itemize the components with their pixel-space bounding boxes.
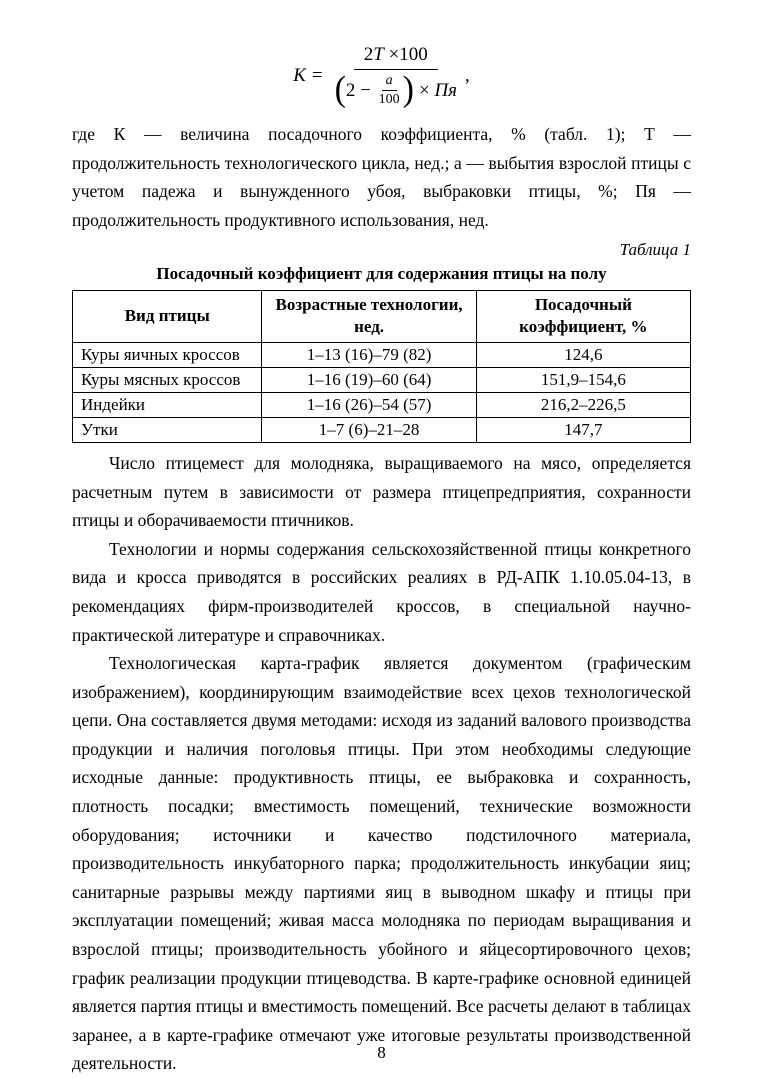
close-paren: ) bbox=[402, 70, 414, 110]
table-cell: Куры яичных кроссов bbox=[73, 342, 262, 367]
table-row bbox=[73, 417, 691, 442]
formula bbox=[72, 44, 691, 108]
table-title: Посадочный коэффициент для содержания птицы на полу bbox=[156, 264, 607, 284]
paragraph: Технологии и нормы содержания сельскохозяйственной птицы конкретного вида и кросса приводятся в российских реалиях в РД-АПК 1.10.05.04-13, в рекомендациях фирм-производителей кроссов, в специальной научно-практической литературе и справочниках. bbox=[72, 538, 691, 645]
formula-den-var: Пя bbox=[434, 79, 457, 101]
table-cell: Индейки bbox=[73, 392, 262, 417]
formula-denominator bbox=[331, 70, 461, 108]
paragraph: Число птицемест для молодняка, выращиваемого на мясо, определяется расчетным путем в зависимости от размера птицепредприятия, сохранности птицы и оборачиваемости птичников. bbox=[72, 452, 691, 531]
table-cell: 124,6 bbox=[476, 342, 690, 367]
table-head bbox=[73, 291, 691, 342]
formula-numerator bbox=[354, 44, 438, 70]
paragraph-formula-legend: где К — величина посадочного коэффициента, % (табл. 1); Т — продолжительность технологического цикла, нед.; а — выбытия взрослой птицы с учетом падежа и вынужденного убоя, выбраковки птицы, %; Пя — продолжительность продуктивного использования, нед. bbox=[72, 124, 691, 230]
table-caption: Таблица 1 bbox=[619, 240, 691, 260]
inner-fraction bbox=[379, 73, 400, 108]
table-cell: 147,7 bbox=[476, 417, 690, 442]
table-cell: 1–16 (19)–60 (64) bbox=[262, 367, 476, 392]
open-paren: ( bbox=[334, 70, 346, 110]
table-cell: 151,9–154,6 bbox=[476, 367, 690, 392]
formula-equals: = bbox=[311, 65, 323, 86]
formula-mult-sign: × bbox=[418, 79, 435, 101]
table-row bbox=[73, 392, 691, 417]
formula-num-rest: ×100 bbox=[383, 44, 428, 65]
table-header-coefficient: Посадочный коэффициент, % bbox=[476, 291, 690, 342]
coefficient-table bbox=[72, 290, 691, 443]
formula-lhs: К bbox=[293, 65, 306, 86]
formula-comma: , bbox=[465, 65, 470, 86]
table-cell: 1–7 (6)–21–28 bbox=[262, 417, 476, 442]
formula-num-coeff: 2 bbox=[363, 44, 374, 65]
table-body bbox=[73, 342, 691, 442]
inner-num: а bbox=[382, 73, 397, 91]
paragraph: Технологическая карта-график является документом (графическим изображением), координирующим взаимодействие всех цехов технологической цепи. Она составляется двумя методами: исходя из заданий валового производства продукции и наличия поголовья птицы. При этом необходимы следующие исходные данные: продуктивность птицы, ее выбраковка и сохранность, плотность посадки; вместимость помещений, технические возможности оборудования; источники и качество подстилочного материала, производительность инкубаторного парка; продолжительность инкубации яиц; санитарные разрывы между партиями яиц в выводном шкафу и птицы при эксплуатации помещений; живая масса молодняка по периодам выращивания и взрослой птицы; производительность убойного и яйцесортировочного цехов; график реализации продукции птицеводства. В карте-графике основной единицей является партия птицы и вместимость помещений. Все расчеты делают в таблицах заранее, а в карте-графике отмечают уже итоговые результаты производственной деятельности. bbox=[72, 653, 691, 1074]
formula-num-var: Т bbox=[373, 44, 384, 65]
table-header-age-tech: Возрастные технологии, нед. bbox=[262, 291, 476, 342]
table-row bbox=[73, 342, 691, 367]
page-number: 8 bbox=[377, 1043, 386, 1062]
inner-den: 100 bbox=[378, 92, 400, 107]
table-header-row bbox=[73, 291, 691, 342]
table-cell: 1–13 (16)–79 (82) bbox=[262, 342, 476, 367]
table-cell: 1–16 (26)–54 (57) bbox=[262, 392, 476, 417]
formula-den-two: 2 − bbox=[345, 79, 376, 101]
table-cell: Утки bbox=[73, 417, 262, 442]
table-header-bird-type: Вид птицы bbox=[73, 291, 262, 342]
table-row bbox=[73, 367, 691, 392]
table-cell: 216,2–226,5 bbox=[476, 392, 690, 417]
formula-fraction bbox=[331, 44, 461, 108]
table-cell: Куры мясных кроссов bbox=[73, 367, 262, 392]
